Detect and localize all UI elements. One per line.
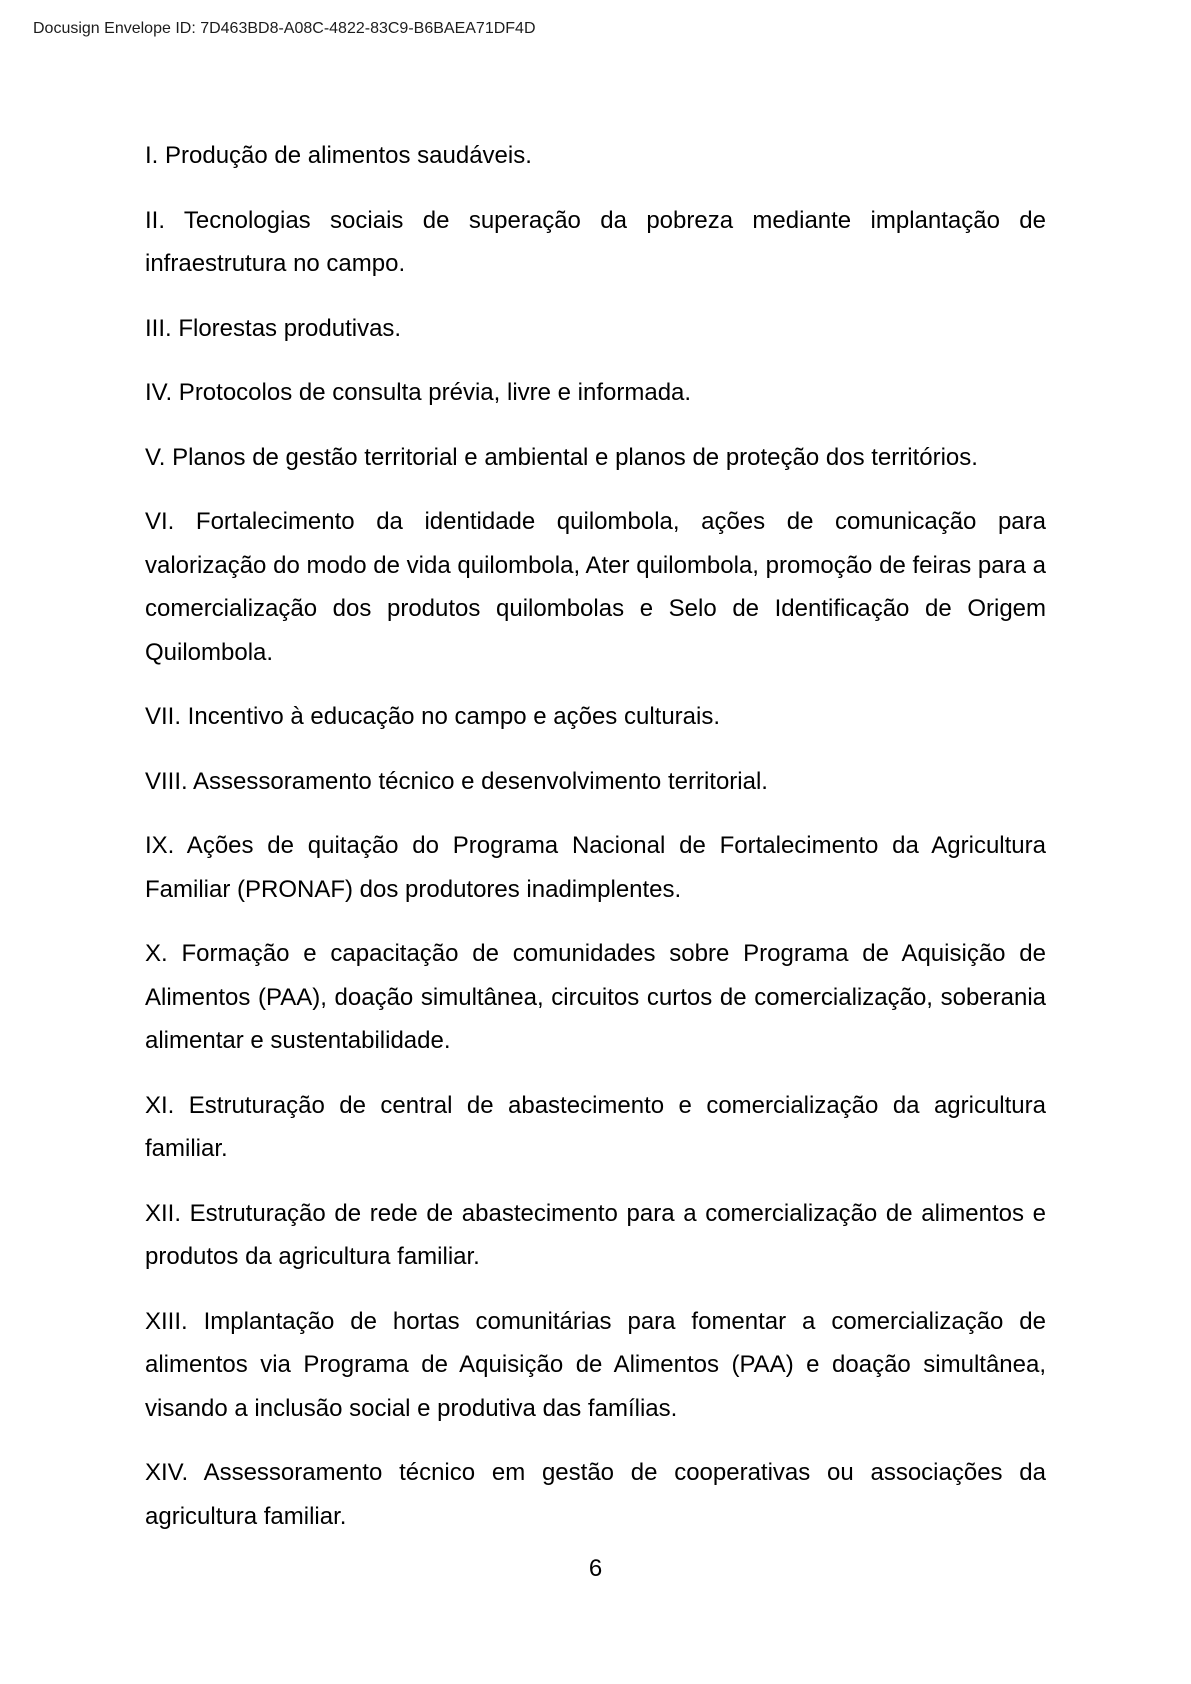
list-item-paragraph: X. Formação e capacitação de comunidades sobre Programa de Aquisição de Alimentos (PAA), doação simultânea, circuitos curtos de comercialização, soberania alimentar e sustentabilidade. <box>145 940 1046 1054</box>
list-item-paragraph: I. Produção de alimentos saudáveis. <box>145 142 532 169</box>
list-item-paragraph: XI. Estruturação de central de abastecimento e comercialização da agricultura familiar. <box>145 1091 1046 1162</box>
list-item-paragraph: VIII. Assessoramento técnico e desenvolvimento territorial. <box>145 767 768 795</box>
list-item-paragraph: V. Planos de gestão territorial e ambiental e planos de proteção dos territórios. <box>145 443 978 471</box>
list-item-paragraph: III. Florestas produtivas. <box>145 314 402 342</box>
document-body <box>145 134 1046 1559</box>
list-item-paragraph: VII. Incentivo à educação no campo e ações culturais. <box>145 703 721 730</box>
docusign-envelope-id: Docusign Envelope ID: 7D463BD8-A08C-4822-83C9-B6BAEA71DF4D <box>33 20 536 37</box>
list-item-paragraph: IV. Protocolos de consulta prévia, livre e informada. <box>145 379 692 406</box>
list-item-paragraph: II. Tecnologias sociais de superação da pobreza mediante implantação de infraestrutura no campo. <box>145 206 1046 277</box>
list-item-paragraph: IX. Ações de quitação do Programa Nacional de Fortalecimento da Agricultura Familiar (PRONAF) dos produtores inadimplentes. <box>145 832 1046 903</box>
list-item-paragraph: VI. Fortalecimento da identidade quilombola, ações de comunicação para valorização do modo de vida quilombola, Ater quilombola, promoção de feiras para a comercialização dos produtos quilombolas e Selo de Identificação de Origem Quilombola. <box>145 508 1046 666</box>
page-number: 6 <box>588 1555 603 1582</box>
list-item-paragraph: XIV. Assessoramento técnico em gestão de cooperativas ou associações da agricultura familiar. <box>145 1459 1046 1530</box>
list-item-paragraph: XIII. Implantação de hortas comunitárias para fomentar a comercialização de alimentos via Programa de Aquisição de Alimentos (PAA) e doação simultânea, visando a inclusão social e produtiva das famílias. <box>145 1307 1046 1422</box>
list-item-paragraph: XII. Estruturação de rede de abastecimento para a comercialização de alimentos e produtos da agricultura familiar. <box>145 1199 1046 1270</box>
